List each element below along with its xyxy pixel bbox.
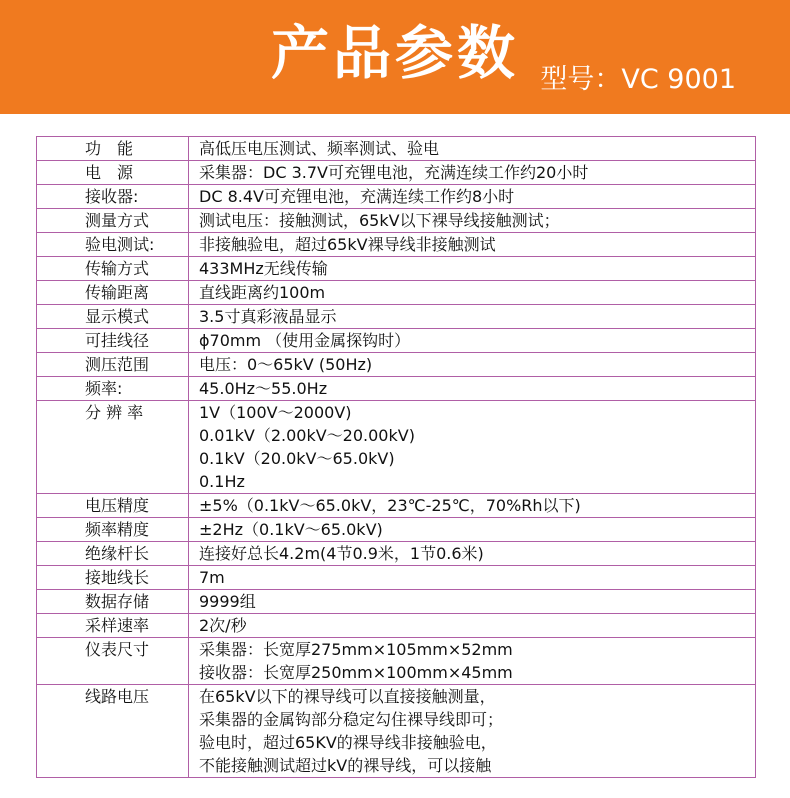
spec-value: 接收器：长宽厚250mm×100mm×45mm — [199, 663, 513, 682]
spec-row — [37, 638, 755, 685]
spec-value: ±5%（0.1kV～65.0kV，23℃-25℃，70%Rh以下) — [199, 496, 581, 515]
spec-value: 采集器的金属钩部分稳定勾住裸导线即可； — [199, 710, 504, 729]
spec-values — [189, 401, 755, 493]
spec-row — [37, 377, 755, 401]
spec-row — [37, 542, 755, 566]
spec-label: 测量方式 — [37, 209, 189, 232]
spec-value: 非接触验电，超过65kV裸导线非接触测试 — [199, 235, 496, 254]
spec-label: 测压范围 — [37, 353, 189, 376]
spec-values — [189, 494, 755, 517]
spec-row — [37, 305, 755, 329]
spec-value: 不能接触测试超过kV的裸导线，可以接触 — [199, 756, 492, 775]
spec-row — [37, 161, 755, 185]
spec-label: 数据存储 — [37, 590, 189, 613]
spec-label: 采样速率 — [37, 614, 189, 637]
spec-values — [189, 518, 755, 541]
spec-value: ±2Hz（0.1kV～65.0kV) — [199, 520, 383, 539]
spec-label: 分 辨 率 — [37, 401, 189, 493]
spec-values — [189, 377, 755, 400]
spec-label: 可挂线径 — [37, 329, 189, 352]
header-banner — [0, 0, 790, 114]
spec-value: 连接好总长4.2m(4节0.9米，1节0.6米) — [199, 544, 484, 563]
spec-value: 电压：0～65kV (50Hz) — [199, 355, 373, 374]
spec-label: 仪表尺寸 — [37, 638, 189, 684]
spec-values — [189, 185, 755, 208]
spec-values — [189, 685, 755, 777]
spec-label: 电 源 — [37, 161, 189, 184]
spec-values — [189, 590, 755, 613]
spec-label: 频率: — [37, 377, 189, 400]
spec-value: 测试电压：接触测试，65kV以下裸导线接触测试； — [199, 211, 560, 230]
spec-values — [189, 329, 755, 352]
spec-row — [37, 353, 755, 377]
spec-label: 电压精度 — [37, 494, 189, 517]
spec-row — [37, 494, 755, 518]
spec-row — [37, 209, 755, 233]
spec-label: 验电测试: — [37, 233, 189, 256]
spec-row — [37, 614, 755, 638]
spec-value: 高低压电压测试、频率测试、验电 — [199, 139, 440, 158]
spec-value: ϕ70mm （使用金属探钩时） — [199, 331, 411, 350]
spec-label: 传输距离 — [37, 281, 189, 304]
spec-values — [189, 542, 755, 565]
spec-values — [189, 257, 755, 280]
spec-values — [189, 281, 755, 304]
spec-value: 433MHz无线传输 — [199, 259, 328, 278]
spec-value: DC 8.4V可充锂电池，充满连续工作约8小时 — [199, 187, 515, 206]
spec-values — [189, 209, 755, 232]
spec-value: 9999组 — [199, 592, 256, 611]
spec-table — [36, 136, 756, 778]
spec-row — [37, 233, 755, 257]
spec-value: 3.5寸真彩液晶显示 — [199, 307, 337, 326]
spec-values — [189, 161, 755, 184]
spec-value: 在65kV以下的裸导线可以直接接触测量， — [199, 687, 496, 706]
spec-row — [37, 281, 755, 305]
spec-label: 线路电压 — [37, 685, 189, 777]
spec-label: 功 能 — [37, 137, 189, 160]
spec-value: 采集器：DC 3.7V可充锂电池，充满连续工作约20小时 — [199, 163, 589, 182]
spec-values — [189, 614, 755, 637]
spec-label: 绝缘杆长 — [37, 542, 189, 565]
spec-value: 采集器：长宽厚275mm×105mm×52mm — [199, 640, 513, 659]
spec-values — [189, 353, 755, 376]
spec-label: 显示模式 — [37, 305, 189, 328]
spec-values — [189, 305, 755, 328]
spec-value: 0.01kV（2.00kV～20.00kV) — [199, 426, 415, 445]
spec-label: 接收器: — [37, 185, 189, 208]
spec-label: 接地线长 — [37, 566, 189, 589]
spec-value: 45.0Hz～55.0Hz — [199, 379, 328, 398]
spec-row — [37, 137, 755, 161]
spec-row — [37, 329, 755, 353]
spec-values — [189, 566, 755, 589]
spec-values — [189, 233, 755, 256]
spec-value: 1V（100V～2000V) — [199, 403, 352, 422]
spec-values — [189, 137, 755, 160]
spec-row — [37, 566, 755, 590]
spec-value: 0.1Hz — [199, 472, 245, 491]
spec-row — [37, 518, 755, 542]
model-number: 型号：VC 9001 — [540, 64, 736, 95]
spec-label: 频率精度 — [37, 518, 189, 541]
spec-value: 验电时，超过65KV的裸导线非接触验电， — [199, 733, 497, 752]
spec-row — [37, 590, 755, 614]
spec-row — [37, 401, 755, 494]
spec-value: 0.1kV（20.0kV～65.0kV) — [199, 449, 395, 468]
spec-value: 7m — [199, 568, 225, 587]
page-title: 产品参数 — [270, 19, 519, 87]
spec-value: 直线距离约100m — [199, 283, 326, 302]
spec-label: 传输方式 — [37, 257, 189, 280]
spec-value: 2次/秒 — [199, 616, 247, 635]
spec-row — [37, 185, 755, 209]
spec-values — [189, 638, 755, 684]
spec-row — [37, 257, 755, 281]
spec-row — [37, 685, 755, 778]
